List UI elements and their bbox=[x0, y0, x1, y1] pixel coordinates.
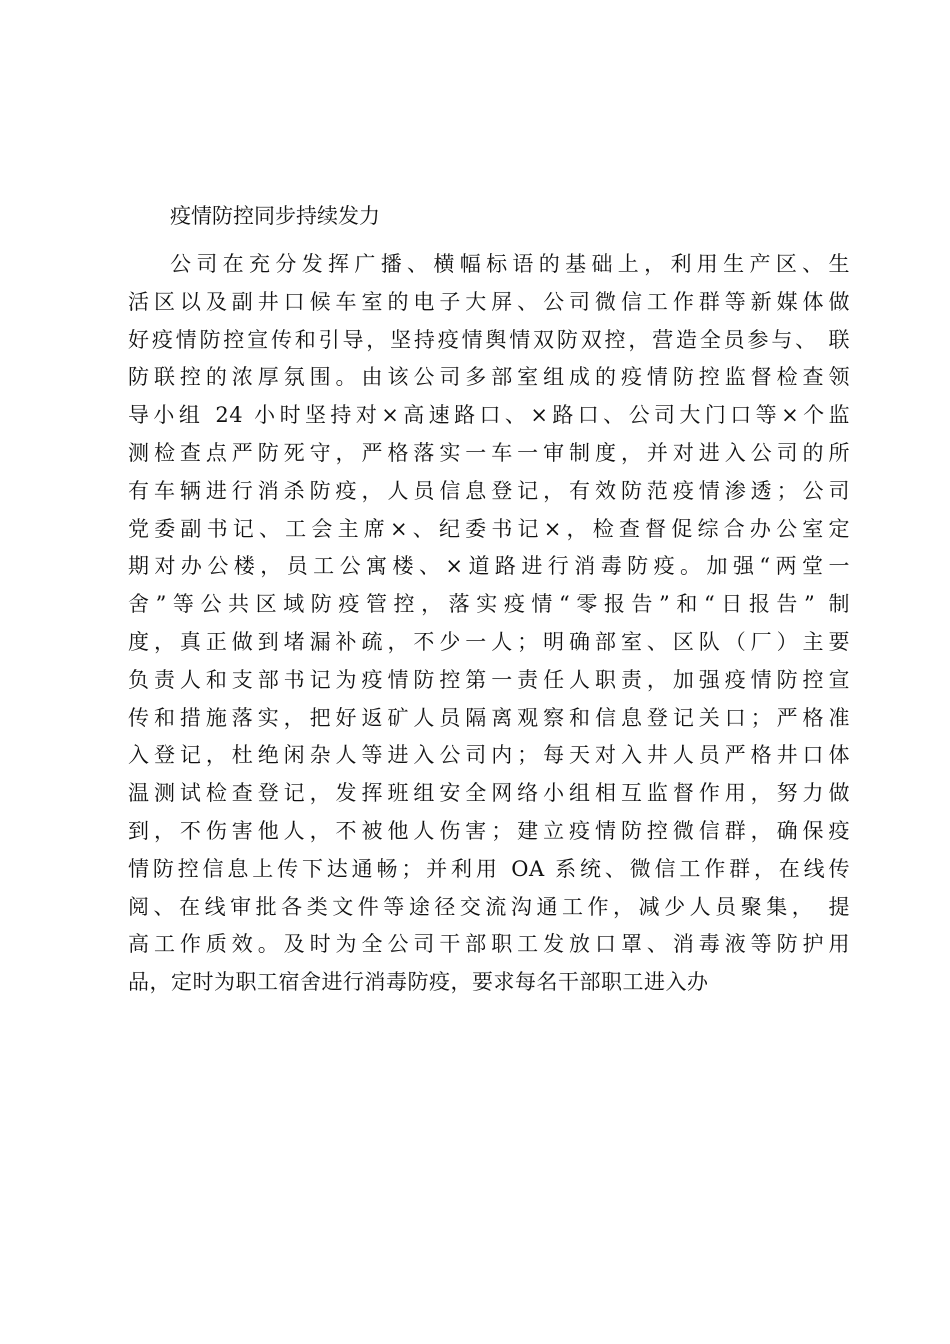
paragraph-line: 有车辆进行消杀防疫，人员信息登记，有效防范疫情渗透；公司 bbox=[128, 478, 850, 503]
paragraph-line: 阅、在线审批各类文件等途径交流沟通工作，减少人员聚集， 提 bbox=[128, 894, 850, 919]
body-paragraph bbox=[128, 246, 850, 1002]
paragraph-line: 温测试检查登记，发挥班组安全网络小组相互监督作用，努力做 bbox=[128, 781, 850, 806]
paragraph-line: 活区以及副井口候车室的电子大屏、公司微信工作群等新媒体做 bbox=[128, 289, 850, 314]
paragraph-line: 测检查点严防死守，严格落实一车一审制度，并对进入公司的所 bbox=[128, 440, 850, 465]
paragraph-line: 情防控信息上传下达通畅；并利用 OA 系统、微信工作群，在线传 bbox=[128, 856, 850, 881]
paragraph-line: 高工作质效。及时为全公司干部职工发放口罩、消毒液等防护用 bbox=[128, 932, 850, 957]
paragraph-line: 负责人和支部书记为疫情防控第一责任人职责，加强疫情防控宣 bbox=[128, 667, 850, 692]
document-content bbox=[128, 196, 850, 1002]
paragraph-line: 到，不伤害他人，不被他人伤害；建立疫情防控微信群，确保疫 bbox=[128, 818, 850, 843]
paragraph-line: 防联控的浓厚氛围。由该公司多部室组成的疫情防控监督检查领 bbox=[128, 365, 850, 390]
paragraph-line: 党委副书记、工会主席×、纪委书记×，检查督促综合办公室定 bbox=[128, 516, 850, 541]
paragraph-line: 期对办公楼，员工公寓楼、×道路进行消毒防疫。加强“两堂一 bbox=[128, 554, 850, 579]
section-heading: 疫情防控同步持续发力 bbox=[170, 204, 380, 228]
paragraph-line: 入登记，杜绝闲杂人等进入公司内；每天对入井人员严格井口体 bbox=[128, 743, 850, 768]
paragraph-line: 导小组 24 小时坚持对×高速路口、×路口、公司大门口等×个监 bbox=[128, 403, 850, 428]
paragraph-line: 品，定时为职工宿舍进行消毒防疫，要求每名干部职工进入办 bbox=[128, 970, 709, 995]
paragraph-line: 度，真正做到堵漏补疏，不少一人；明确部室、区队（厂）主要 bbox=[128, 629, 850, 654]
paragraph-line: 公司在充分发挥广播、横幅标语的基础上，利用生产区、生 bbox=[170, 252, 850, 276]
paragraph-line: 舍”等公共区域防疫管控，落实疫情“零报告”和“日报告” 制 bbox=[128, 592, 850, 617]
paragraph-line: 传和措施落实，把好返矿人员隔离观察和信息登记关口；严格准 bbox=[128, 705, 850, 730]
paragraph-line: 好疫情防控宣传和引导，坚持疫情舆情双防双控，营造全员参与、 联 bbox=[128, 327, 850, 352]
